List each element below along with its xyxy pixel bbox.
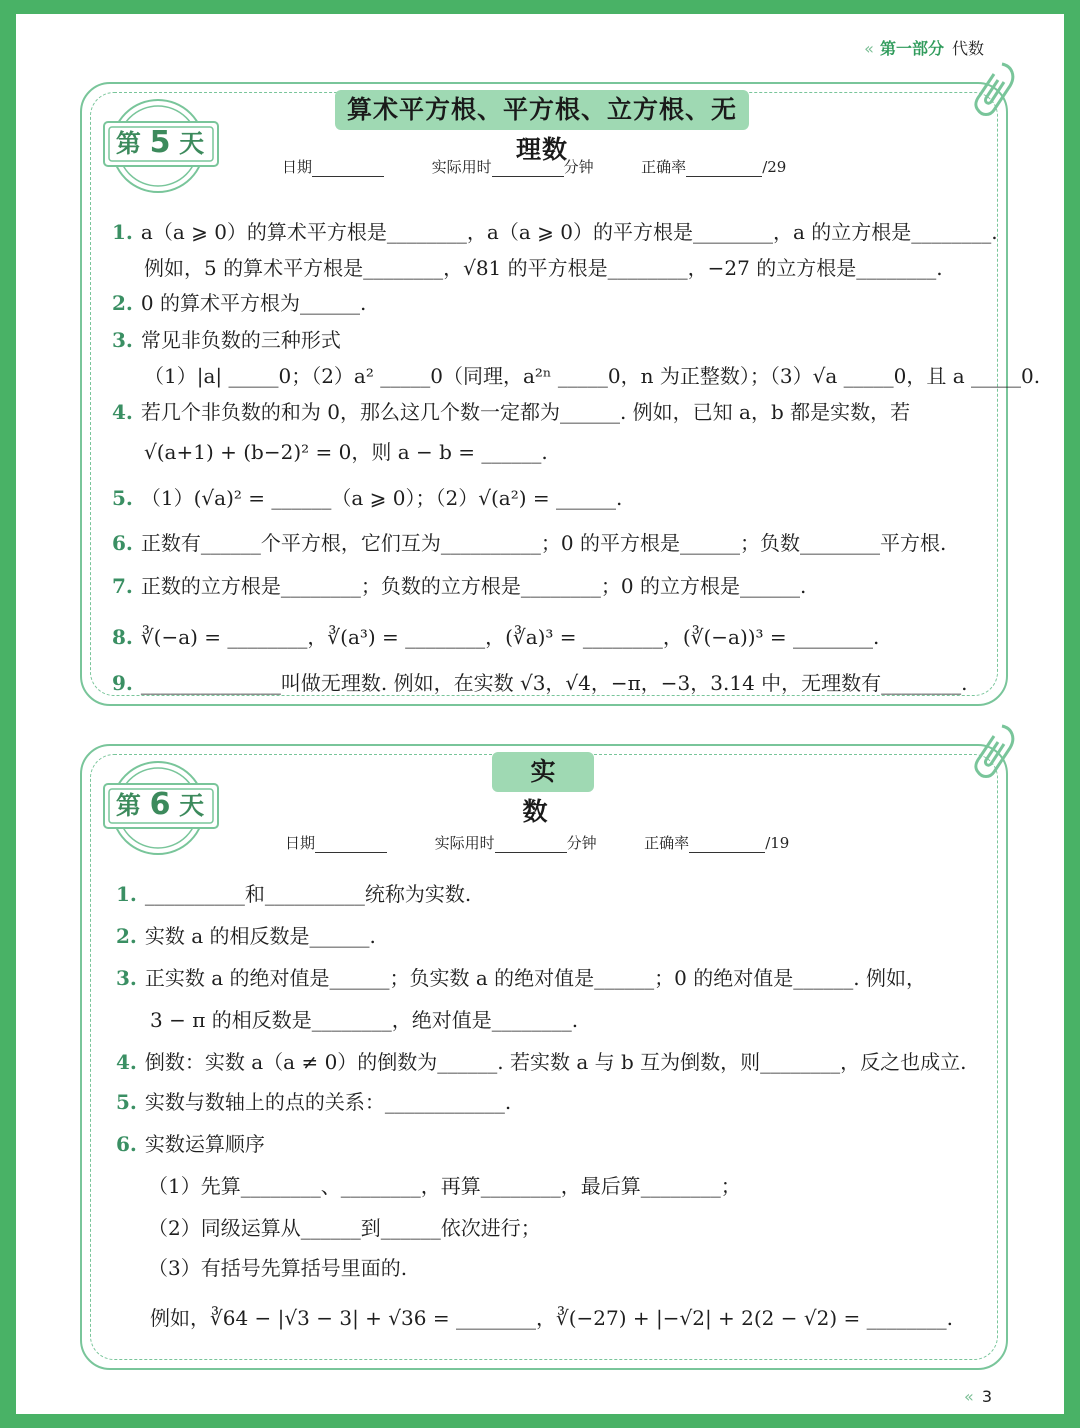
accuracy-label: 正确率 [641, 158, 687, 176]
day6-q3-line2: 3 − π 的相反数是________，绝对值是________. [150, 1008, 579, 1032]
day6-card [80, 744, 1008, 1370]
day5-q3-line2: （1）|a| _____0；（2）a² _____0（同理，a²ⁿ _____0，n 为正整数）；（3）√a _____0，且 a _____0. [144, 364, 1041, 388]
workbook-page [16, 14, 1064, 1414]
day6-q2: 2. 实数 a 的相反数是______. [116, 924, 376, 948]
accuracy-total: /29 [762, 158, 787, 176]
day6-badge [100, 760, 220, 856]
paperclip-icon [972, 722, 1018, 782]
day6-q1: 1. __________和__________统称为实数. [116, 882, 472, 906]
day5-title: 算术平方根、平方根、立方根、无理数 [335, 90, 749, 130]
accuracy-blank[interactable] [686, 160, 762, 177]
day6-q5: 5. 实数与数轴上的点的关系：____________. [116, 1090, 512, 1114]
page-number: 3 [981, 1387, 992, 1406]
day5-q4-line2: √(a+1) + (b−2)² = 0，则 a − b = ______. [144, 440, 548, 464]
day5-q8: 8. ∛(−a) = ________，∛(a³) = ________，(∛a)³ = ________，(∛(−a))³ = ________. [112, 625, 880, 649]
day5-badge-text: 第 5 天 [115, 125, 205, 160]
day5-badge [100, 98, 220, 194]
day5-q3: 3. 常见非负数的三种形式 [112, 328, 341, 352]
day6-q6-line4: （3）有括号先算括号里面的. [148, 1256, 408, 1280]
day5-q9: 9. ______________叫做无理数. 例如，在实数 √3，√4，−π，−3，3.14 中，无理数有________. [112, 671, 968, 695]
page-header [864, 36, 984, 59]
accuracy-total: /19 [765, 834, 790, 852]
header-part: 第一部分 [879, 39, 944, 58]
day5-q2: 2. 0 的算术平方根为______. [112, 291, 367, 315]
day5-q4: 4. 若几个非负数的和为 0，那么这几个数一定都为______. 例如，已知 a，b 都是实数，若 [112, 400, 911, 424]
accuracy-label: 正确率 [644, 834, 690, 852]
day5-q5: 5. （1）(√a)² = ______（a ⩾ 0）；（2）√(a²) = ______. [112, 486, 623, 510]
date-label: 日期 [285, 834, 316, 852]
day5-q7: 7. 正数的立方根是________；负数的立方根是________；0 的立方根是______. [112, 574, 807, 598]
time-label: 实际用时 [431, 158, 492, 176]
header-subject: 代数 [951, 39, 984, 58]
day6-q4: 4. 倒数：实数 a（a ≠ 0）的倒数为______. 若实数 a 与 b 互为倒数，则________，反之也成立. [116, 1050, 967, 1074]
day6-badge-text: 第 6 天 [115, 787, 205, 822]
double-chevron-icon: « [864, 39, 874, 58]
day5-q1: 1. a（a ⩾ 0）的算术平方根是________，a（a ⩾ 0）的平方根是________，a 的立方根是________. [112, 220, 998, 244]
day6-info-row [285, 832, 789, 853]
time-unit: 分钟 [566, 834, 597, 852]
day6-q6-line5: 例如，∛64 − |√3 − 3| + √36 = ________，∛(−27) + |−√2| + 2(2 − √2) = ________. [150, 1306, 953, 1330]
day5-card [80, 82, 1041, 706]
day5-info-row [282, 156, 786, 177]
day6-q6-line2: （1）先算________、________，再算________，最后算________； [148, 1174, 741, 1198]
time-blank[interactable] [495, 836, 567, 853]
date-blank[interactable] [312, 160, 384, 177]
day6-q6: 6. 实数运算顺序 [116, 1132, 265, 1156]
day5-q1-line2: 例如，5 的算术平方根是________，√81 的平方根是________，−27 的立方根是________. [144, 256, 943, 280]
paperclip-icon [972, 60, 1018, 120]
time-unit: 分钟 [563, 158, 594, 176]
day6-q6-line3: （2）同级运算从______到______依次进行； [148, 1216, 541, 1240]
day6-q3: 3. 正实数 a 的绝对值是______；负实数 a 的绝对值是______；0 的绝对值是______. 例如， [116, 966, 926, 990]
date-label: 日期 [282, 158, 313, 176]
date-blank[interactable] [315, 836, 387, 853]
accuracy-blank[interactable] [689, 836, 765, 853]
day5-q6: 6. 正数有______个平方根，它们互为__________；0 的平方根是______；负数________平方根. [112, 531, 947, 555]
double-chevron-icon: « [964, 1387, 974, 1406]
day5-dashed-border [90, 92, 998, 696]
time-blank[interactable] [492, 160, 564, 177]
page-footer [964, 1387, 992, 1406]
day6-title: 实 数 [492, 752, 594, 792]
time-label: 实际用时 [434, 834, 495, 852]
